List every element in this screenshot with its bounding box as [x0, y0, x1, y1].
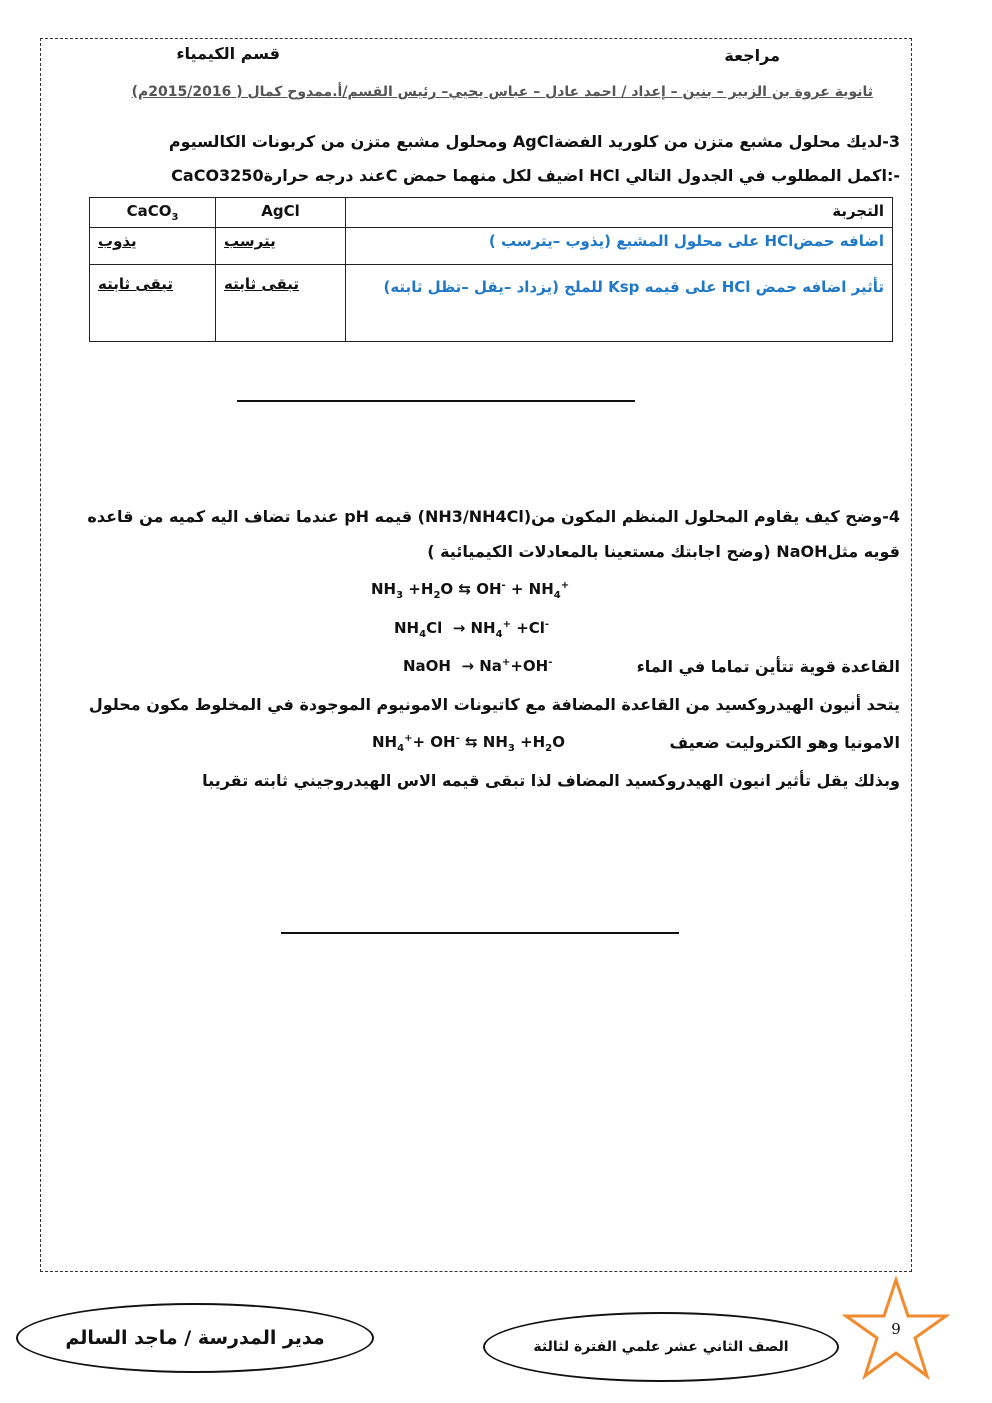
equation-2: $NH_4Cl \to NH_4^+ +Cl^-$ — [394, 619, 550, 640]
experiment-table — [89, 197, 893, 342]
equation-1: $NH_3 +H_2O$ ⇆ $OH^- + NH_4^+$ — [371, 580, 570, 601]
review-title: مراجعة — [724, 46, 780, 65]
naoh-text: القاعدة قوية تتأين تماما في الماء — [636, 657, 900, 676]
principal-name: مدير المدرسة / ماجد السالم — [65, 1327, 325, 1349]
equation-4: $NH_4^++ OH^-$ ⇆ $NH_3 +H_2O$ — [372, 733, 565, 754]
page-number: 9 — [891, 1320, 901, 1338]
row2-experiment: تأثير اضافه حمض HCl على قيمه Ksp للملح (يزداد –يقل –تظل ثابته) — [346, 265, 893, 342]
q3-line1: 3-لديك محلول مشبع متزن من كلوريد الفضةAgCl ومحلول مشبع متزن من كربونات الكالسيوم — [168, 132, 900, 151]
q4-text2: الامونيا وهو الكتروليت ضعيف — [669, 733, 900, 752]
principal-oval — [16, 1303, 374, 1373]
table-header-row — [90, 198, 893, 228]
separator-line-2 — [281, 932, 679, 934]
header-caco3: CaCO$_3$ — [90, 198, 216, 228]
header-agcl: AgCl — [216, 198, 346, 228]
header-experiment: التجربة — [346, 198, 893, 228]
table-row — [90, 265, 893, 342]
row2-caco3: تبقى ثابته — [90, 265, 216, 342]
arrow-icon: → — [461, 657, 475, 675]
department-title: قسم الكيمياء — [176, 44, 280, 63]
table-row — [90, 228, 893, 265]
row2-agcl: تبقى ثابته — [216, 265, 346, 342]
q3-line2: CaCO3عند درجه حرارة250C اضيف لكل منهما حمض HCl اكمل المطلوب في الجدول التالي:- — [171, 166, 900, 185]
grade-oval — [483, 1312, 839, 1382]
equation-3: NaOH → Na++OH- — [403, 657, 553, 675]
grade-label: الصف الثاني عشر علمي الفترة لثالثة — [533, 1339, 789, 1355]
page-number-badge — [842, 1276, 950, 1384]
q4-line2: قويه مثلNaOH (وضح اجابتك مستعينا بالمعادلات الكيميائية ) — [427, 542, 900, 561]
equilibrium-arrow-icon: ⇆ — [458, 580, 471, 598]
school-line: ثانوية عروة بن الزبير – بنين – إعداد / احمد عادل – عباس يحيي– رئيس القسم/أ.ممدوح كمال ( 2015/2016م) — [131, 84, 873, 100]
row1-experiment: اضافه حمضHCl على محلول المشبع (يذوب –يترسب ) — [346, 228, 893, 265]
equilibrium-arrow-icon: ⇆ — [464, 733, 478, 751]
row1-caco3: يذوب — [90, 228, 216, 265]
arrow-icon: → — [452, 619, 466, 637]
separator-line-1 — [237, 400, 635, 402]
row1-agcl: يترسب — [216, 228, 346, 265]
q4-line1: 4-وضح كيف يقاوم المحلول المنظم المكون من(NH3/NH4Cl) قيمه pH عندما تضاف اليه كميه من قاعده — [87, 507, 900, 526]
q4-text3: وبذلك يقل تأثير انيون الهيدروكسيد المضاف لذا تبقى قيمه الاس الهيدروجيني ثابته تقريبا — [202, 771, 900, 790]
q4-text1: يتحد أنيون الهيدروكسيد من القاعدة المضافة مع كاتيونات الامونيوم الموجودة في المخلوط مكون محلول — [88, 695, 900, 714]
